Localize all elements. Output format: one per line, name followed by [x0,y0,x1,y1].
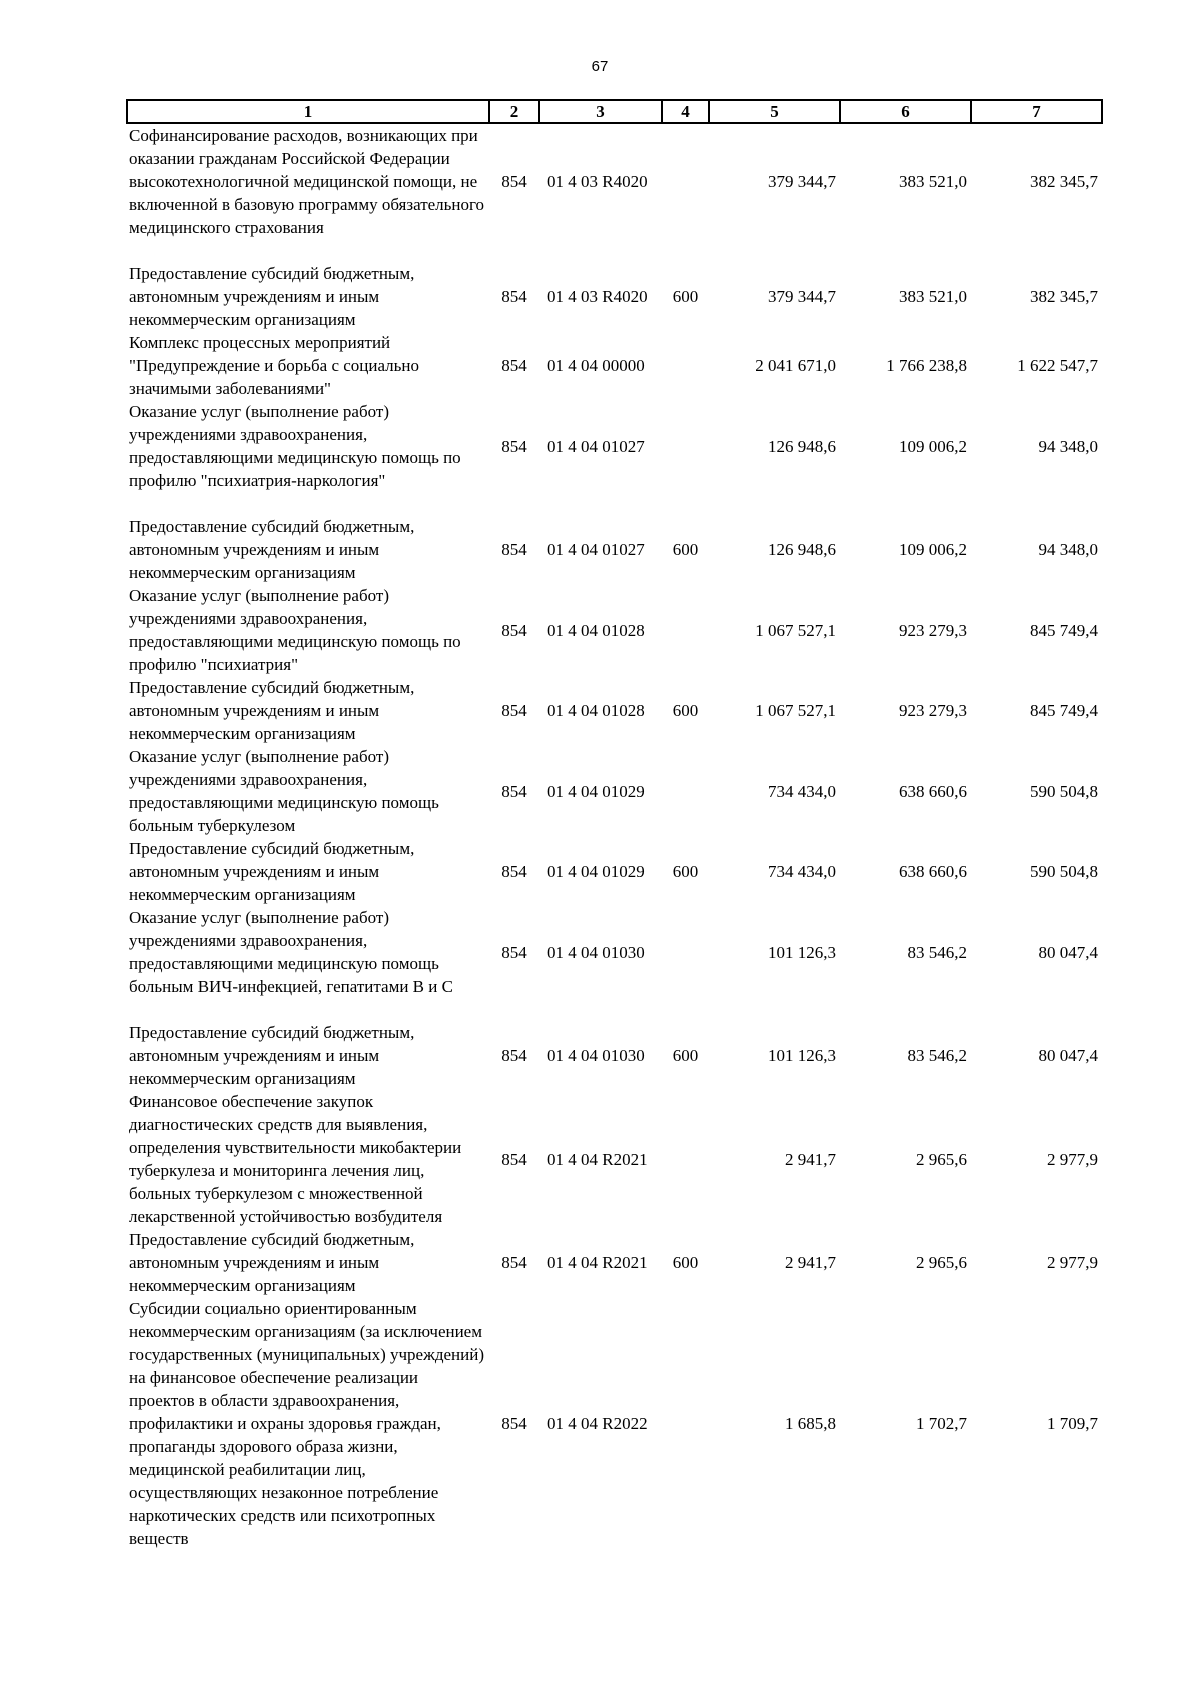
row-vr [662,1090,709,1228]
row-value-6: 638 660,6 [899,862,967,881]
row-csr: 01 4 04 R2021 [547,1149,648,1169]
column-header-6: 6 [840,100,971,123]
row-name: Комплекс процессных мероприятий "Предупреждение и борьба с социально значимыми заболеваниями" [129,333,420,398]
row-csr: 01 4 04 01027 [547,436,645,456]
row-grbs: 854 [501,942,527,962]
row-value-6: 2 965,6 [916,1149,967,1169]
row-grbs: 854 [501,862,527,881]
table-row [127,676,1102,745]
row-value-5: 734 434,0 [768,781,836,801]
row-value-6: 383 521,0 [899,172,967,191]
row-value-7: 590 504,8 [1030,862,1098,881]
row-grbs: 854 [501,620,527,640]
row-vr: 600 [672,1253,699,1272]
row-csr: 01 4 03 R4020 [547,287,648,306]
row-value-6: 1 766 238,8 [886,356,967,375]
row-value-5: 379 344,7 [768,287,836,306]
row-grbs: 854 [501,1414,527,1433]
page-number: 67 [591,58,609,75]
table-row [127,123,1102,239]
column-header-5: 5 [709,100,840,123]
row-csr: 01 4 04 R2022 [547,1414,648,1433]
row-csr: 01 4 04 01028 [547,620,645,640]
row-value-7: 382 345,7 [1030,172,1098,191]
row-csr: 01 4 04 01029 [547,862,645,881]
row-grbs: 854 [501,172,527,191]
row-vr: 600 [672,287,699,306]
row-value-7: 94 348,0 [1038,540,1098,559]
table-row [127,745,1102,837]
column-header-2: 2 [489,100,539,123]
row-name: Субсидии социально ориентированным некоммерческим организациям (за исключением государственных (муниципальных) учреждений) на финансовое обеспечение реализации проектов в области здравоохранения, профилактики и охраны здоровья граждан, пропаганды здорового образа жизни, медицинской реабилитации лиц, осуществляющих незаконное потребление наркотических средств или психотропных веществ [129,1299,484,1548]
row-vr: 600 [672,862,699,881]
row-value-6: 1 702,7 [916,1414,967,1433]
row-name: Финансовое обеспечение закупок диагностических средств для выявления, определения чувствительности микобактерии туберкулеза и мониторинга лечения лиц, больных туберкулезом с множественной лекарственной устойчивостью возбудителя [129,1092,462,1226]
row-value-6: 2 965,6 [916,1253,967,1272]
table-row [127,1297,1102,1550]
table-row [127,1228,1102,1297]
row-value-6: 923 279,3 [899,701,967,720]
row-csr: 01 4 04 01030 [547,1046,645,1065]
row-value-6: 83 546,2 [907,1046,967,1065]
row-grbs: 854 [501,1253,527,1272]
row-value-6: 923 279,3 [899,620,967,640]
row-value-7: 80 047,4 [1038,942,1098,962]
row-value-7: 382 345,7 [1030,287,1098,306]
row-vr: 600 [672,540,699,559]
row-name: Предоставление субсидий бюджетным, автономным учреждениям и иным некоммерческим организациям [129,1023,415,1088]
row-value-5: 101 126,3 [768,1046,836,1065]
row-name: Оказание услуг (выполнение работ) учреждениями здравоохранения, предоставляющими медицинскую помощь больным ВИЧ-инфекцией, гепатитами В и С [129,908,453,996]
row-value-5: 126 948,6 [768,540,836,559]
table-row [127,331,1102,400]
row-spacer [127,492,1102,515]
row-name: Предоставление субсидий бюджетным, автономным учреждениям и иным некоммерческим организациям [129,839,415,904]
row-csr: 01 4 04 01030 [547,942,645,962]
row-value-7: 590 504,8 [1030,781,1098,801]
column-header-7: 7 [971,100,1102,123]
row-vr [662,1297,709,1550]
row-value-6: 109 006,2 [899,540,967,559]
column-header-1: 1 [127,100,489,123]
row-csr: 01 4 04 R2021 [547,1253,648,1272]
row-value-7: 94 348,0 [1038,436,1098,456]
row-vr: 600 [672,1046,699,1065]
row-spacer [127,998,1102,1021]
row-name: Софинансирование расходов, возникающих при оказании гражданам Российской Федерации высокотехнологичной медицинской помощи, не включенной в базовую программу обязательного медицинского страхования [129,126,485,237]
row-name: Оказание услуг (выполнение работ) учреждениями здравоохранения, предоставляющими медицинскую помощь по профилю "психиатрия-наркология" [129,402,461,490]
row-value-5: 734 434,0 [768,862,836,881]
row-grbs: 854 [501,436,527,456]
row-value-6: 83 546,2 [907,942,967,962]
row-vr [662,906,709,998]
row-value-5: 1 685,8 [785,1414,836,1433]
row-spacer [127,239,1102,262]
row-csr: 01 4 04 01029 [547,781,645,801]
column-header-3: 3 [539,100,662,123]
header-row [127,100,1102,123]
row-value-5: 2 041 671,0 [755,356,836,375]
row-vr [662,745,709,837]
row-name: Предоставление субсидий бюджетным, автономным учреждениям и иным некоммерческим организациям [129,1230,415,1295]
table-row [127,1090,1102,1228]
row-name: Предоставление субсидий бюджетным, автономным учреждениям и иным некоммерческим организациям [129,517,415,582]
row-value-7: 1 622 547,7 [1017,356,1098,375]
row-value-5: 2 941,7 [785,1253,836,1272]
table-row [127,1021,1102,1090]
table-row [127,584,1102,676]
table-row [127,837,1102,906]
row-value-6: 638 660,6 [899,781,967,801]
row-grbs: 854 [501,1149,527,1169]
row-value-7: 2 977,9 [1047,1253,1098,1272]
row-value-5: 379 344,7 [768,172,836,191]
row-grbs: 854 [501,701,527,720]
row-value-7: 80 047,4 [1038,1046,1098,1065]
row-value-6: 109 006,2 [899,436,967,456]
table-row [127,262,1102,331]
row-name: Предоставление субсидий бюджетным, автономным учреждениям и иным некоммерческим организациям [129,264,415,329]
row-csr: 01 4 04 01027 [547,540,645,559]
table-row [127,906,1102,998]
row-value-6: 383 521,0 [899,287,967,306]
budget-table [126,99,1103,1550]
row-name: Оказание услуг (выполнение работ) учреждениями здравоохранения, предоставляющими медицинскую помощь больным туберкулезом [129,747,439,835]
row-grbs: 854 [501,781,527,801]
table-row [127,400,1102,492]
row-name: Оказание услуг (выполнение работ) учреждениями здравоохранения, предоставляющими медицинскую помощь по профилю "психиатрия" [129,586,461,674]
column-header-4: 4 [662,100,709,123]
table-row [127,515,1102,584]
row-value-5: 126 948,6 [768,436,836,456]
row-vr [662,123,709,239]
row-grbs: 854 [501,287,527,306]
row-vr [662,331,709,400]
row-value-7: 845 749,4 [1030,620,1098,640]
row-value-5: 1 067 527,1 [755,701,836,720]
row-vr [662,584,709,676]
row-value-5: 2 941,7 [785,1149,836,1169]
row-name: Предоставление субсидий бюджетным, автономным учреждениям и иным некоммерческим организациям [129,678,415,743]
row-value-5: 1 067 527,1 [755,620,836,640]
row-csr: 01 4 03 R4020 [547,172,648,191]
row-value-7: 2 977,9 [1047,1149,1098,1169]
row-value-7: 1 709,7 [1047,1414,1098,1433]
row-csr: 01 4 04 00000 [547,356,645,375]
row-vr: 600 [672,701,699,720]
row-value-7: 845 749,4 [1030,701,1098,720]
row-grbs: 854 [501,356,527,375]
row-value-5: 101 126,3 [768,942,836,962]
row-csr: 01 4 04 01028 [547,701,645,720]
row-grbs: 854 [501,540,527,559]
row-grbs: 854 [501,1046,527,1065]
row-vr [662,400,709,492]
